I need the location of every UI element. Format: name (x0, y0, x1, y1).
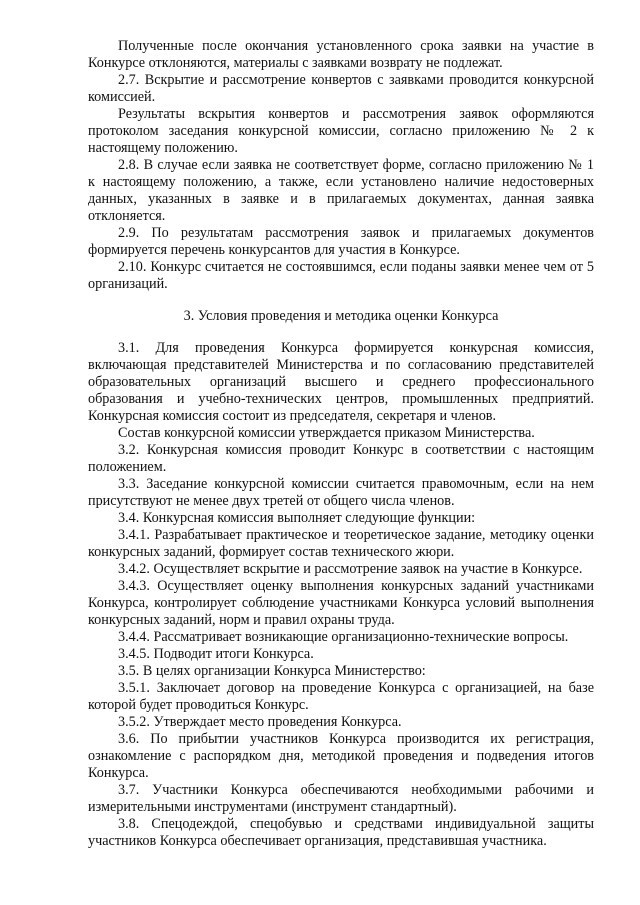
paragraph-3-5: 3.5. В целях организации Конкурса Министерство: (118, 663, 426, 679)
paragraph-3-3: 3.3. Заседание конкурсной комиссии считается правомочным, если на нем присутствуют не менее двух третей от общего числа членов. (88, 476, 594, 509)
paragraph-2-7: 2.7. Вскрытие и рассмотрение конвертов с заявками проводится конкурсной комиссией. (88, 72, 594, 105)
paragraph-2-8: 2.8. В случае если заявка не соответствует форме, согласно приложению № 1 к настоящему положению, а также, если установлено наличие недостоверных данных, указанных в заявке и в прилагаемых документах, данная заявка отклоняется. (88, 157, 594, 224)
paragraph-3-4-1: 3.4.1. Разрабатывает практическое и теоретическое задание, методику оценки конкурсных заданий, формирует состав технического жюри. (88, 527, 594, 560)
paragraph-3-2: 3.2. Конкурсная комиссия проводит Конкурс в соответствии с настоящим положением. (88, 442, 594, 475)
paragraph-3-4-5: 3.4.5. Подводит итоги Конкурса. (118, 646, 314, 662)
paragraph-3-7: 3.7. Участники Конкурса обеспечиваются необходимыми рабочими и измерительными инструментами (инструмент стандартный). (88, 782, 594, 815)
paragraph-results-protocol: Результаты вскрытия конвертов и рассмотрения заявок оформляются протоколом заседания конкурсной комиссии, согласно приложению № 2 к настоящему положению. (88, 106, 594, 156)
paragraph-late-applications: Полученные после окончания установленного срока заявки на участие в Конкурсе отклоняются, материалы с заявками возврату не подлежат. (88, 38, 594, 71)
section-three-body (88, 340, 594, 850)
paragraph-3-8: 3.8. Спецодеждой, спецобувью и средствами индивидуальной защиты участников Конкурса обеспечивает организация, представившая участника. (88, 816, 594, 849)
paragraph-2-10: 2.10. Конкурс считается не состоявшимся, если поданы заявки менее чем от 5 организаций. (88, 259, 594, 292)
paragraph-3-5-1: 3.5.1. Заключает договор на проведение Конкурса с организацией, на базе которой будет проводиться Конкурс. (88, 680, 594, 713)
paragraph-3-4-2: 3.4.2. Осуществляет вскрытие и рассмотрение заявок на участие в Конкурсе. (118, 561, 583, 577)
paragraph-3-5-2: 3.5.2. Утверждает место проведения Конкурса. (118, 714, 402, 730)
paragraph-2-9: 2.9. По результатам рассмотрения заявок и прилагаемых документов формируется перечень конкурсантов для участия в Конкурсе. (88, 225, 594, 258)
section-heading: 3. Условия проведения и методика оценки Конкурса (183, 308, 499, 324)
paragraph-3-4-4: 3.4.4. Рассматривает возникающие организационно-технические вопросы. (118, 629, 569, 645)
paragraph-commission-approval: Состав конкурсной комиссии утверждается приказом Министерства. (118, 425, 535, 441)
paragraph-3-6: 3.6. По прибытии участников Конкурса производится их регистрация, ознакомление с распорядком дня, методикой проведения и подведения итогов Конкурса. (88, 731, 594, 781)
paragraph-3-1: 3.1. Для проведения Конкурса формируется конкурсная комиссия, включающая представителей Министерства и по согласованию представителей образовательных организаций высшего и среднего профессионального образования и учебно-технических центров, промышленных предприятий. Конкурсная комиссия состоит из председателя, секретаря и членов. (88, 340, 594, 424)
paragraph-3-4-3: 3.4.3. Осуществляет оценку выполнения конкурсных заданий участниками Конкурса, контролирует соблюдение участниками Конкурса условий выполнения конкурсных заданий, норм и правил охраны труда. (88, 578, 594, 628)
section-two-continuation (88, 38, 594, 293)
paragraph-3-4: 3.4. Конкурсная комиссия выполняет следующие функции: (118, 510, 476, 526)
